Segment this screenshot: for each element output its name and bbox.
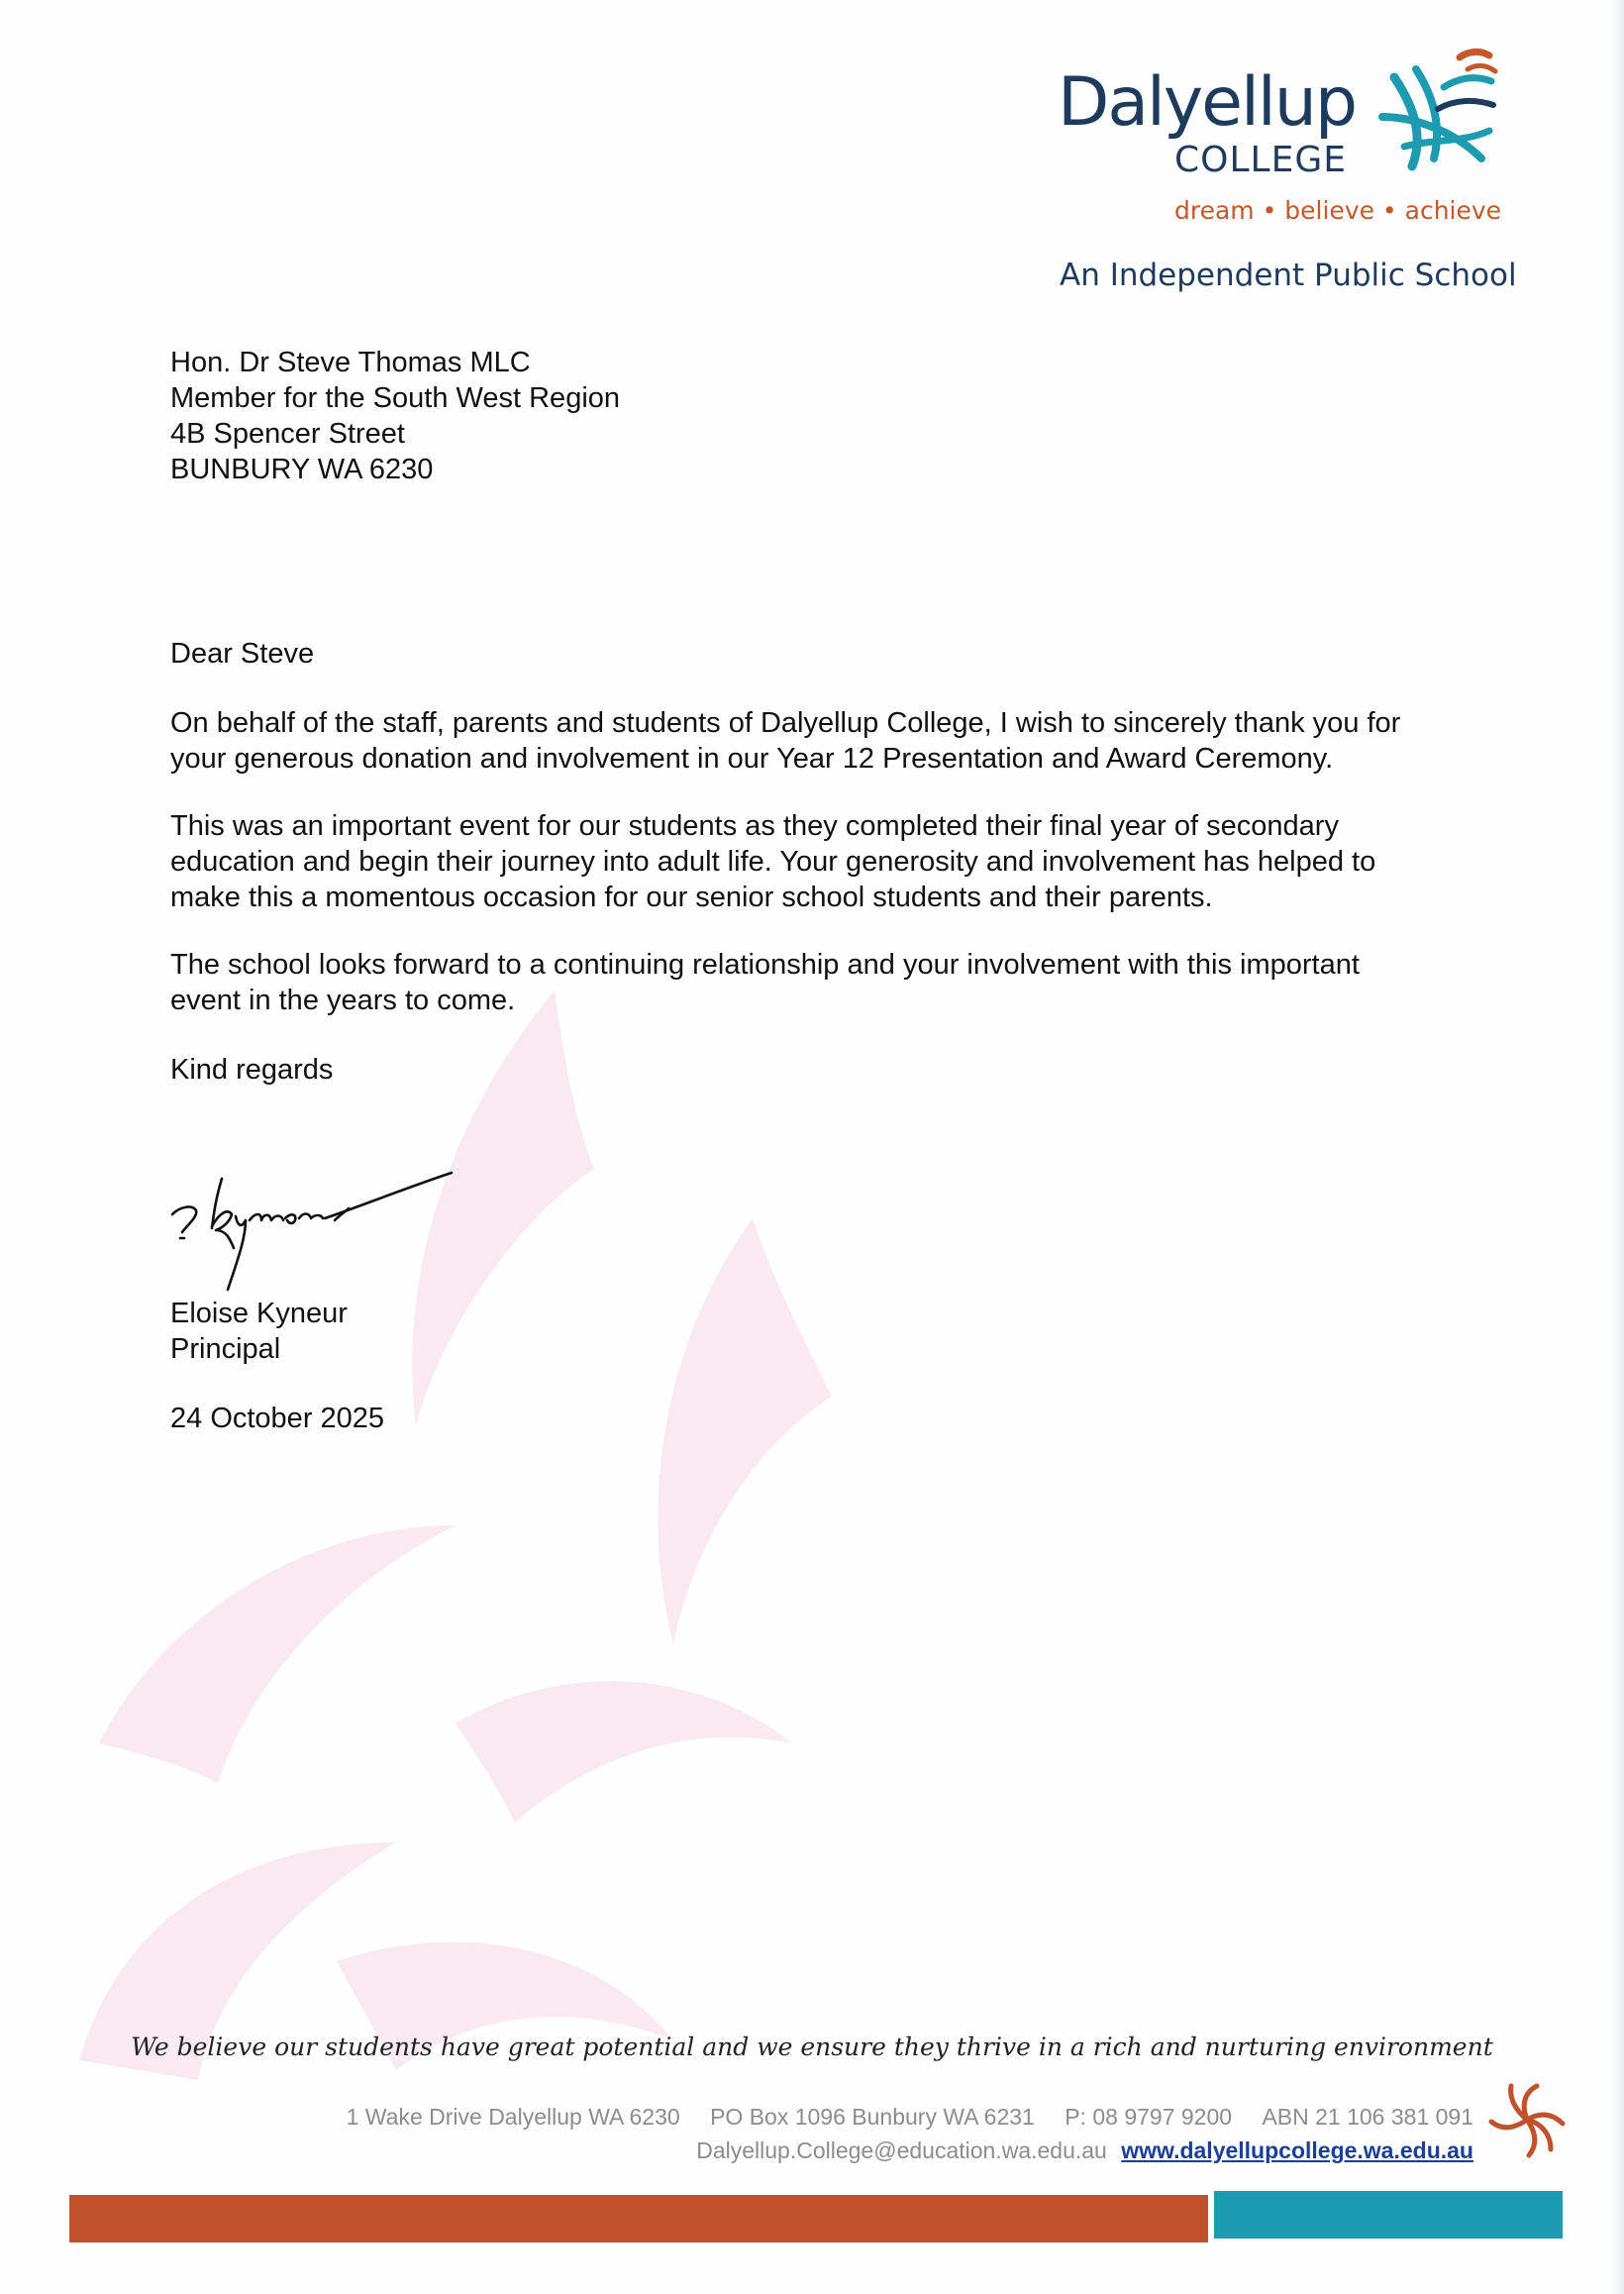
footer-website-link[interactable]: www.dalyellupcollege.wa.edu.au: [1121, 2138, 1473, 2163]
footer-address: 1 Wake Drive Dalyellup WA 6230: [346, 2104, 680, 2130]
footer-po-box: PO Box 1096 Bunbury WA 6231: [710, 2104, 1035, 2130]
paragraph-line: The school looks forward to a continuing relationship and your involvement with this important: [170, 949, 1360, 981]
footer-phone: P: 08 9797 9200: [1065, 2104, 1233, 2130]
address-line: Hon. Dr Steve Thomas MLC: [170, 347, 531, 378]
paragraph-line: education and begin their journey into adult life. Your generosity and involvement has helped to: [170, 846, 1376, 878]
logo-college-word: COLLEGE: [1174, 140, 1347, 180]
footer-motto: We believe our students have great potential and we ensure they thrive in a rich and nurturing environment: [131, 2033, 1493, 2061]
body-paragraph: [170, 808, 1487, 915]
body-paragraph: [170, 705, 1487, 777]
paragraph-line: make this a momentous occasion for our senior school students and their parents.: [170, 882, 1213, 913]
footer-orange-bar: [69, 2195, 1208, 2242]
signer-title: Principal: [170, 1333, 281, 1365]
college-logo: [1050, 48, 1515, 305]
recipient-address: [170, 345, 620, 487]
address-line: 4B Spencer Street: [170, 418, 405, 450]
paragraph-line: event in the years to come.: [170, 985, 516, 1016]
salutation: Dear Steve: [170, 638, 315, 670]
signer-name: Eloise Kyneur: [170, 1298, 348, 1329]
footer-email: Dalyellup.College@education.wa.edu.au: [696, 2138, 1107, 2163]
address-line: Member for the South West Region: [170, 382, 621, 414]
footer-swirl-icon: [1485, 2078, 1569, 2161]
paragraph-line: your generous donation and involvement in our Year 12 Presentation and Award Ceremony.: [170, 743, 1334, 775]
paragraph-line: On behalf of the staff, parents and students of Dalyellup College, I wish to sincerely thank you for: [170, 707, 1401, 739]
logo-school-name: Dalyellup: [1058, 63, 1357, 142]
signer-block: [170, 1296, 348, 1367]
address-line: BUNBURY WA 6230: [170, 454, 434, 485]
logo-subtitle: An Independent Public School: [1060, 258, 1517, 293]
letter-date: 24 October 2025: [170, 1403, 385, 1434]
footer-abn: ABN 21 106 381 091: [1262, 2104, 1473, 2130]
footer-teal-bar: [1214, 2191, 1563, 2239]
logo-tagline: dream • believe • achieve: [1174, 196, 1502, 225]
signature-image: [166, 1169, 454, 1298]
footer-online-line: [696, 2138, 1473, 2164]
closing: Kind regards: [170, 1054, 334, 1086]
scan-edge: [1610, 0, 1624, 2294]
paragraph-line: This was an important event for our students as they completed their final year of secondary: [170, 810, 1339, 842]
watermark-swirl-icon: [40, 971, 1030, 2110]
swirl-logo-icon: [1365, 48, 1503, 186]
footer-contact-line: [323, 2104, 1473, 2131]
body-paragraph: [170, 947, 1487, 1018]
